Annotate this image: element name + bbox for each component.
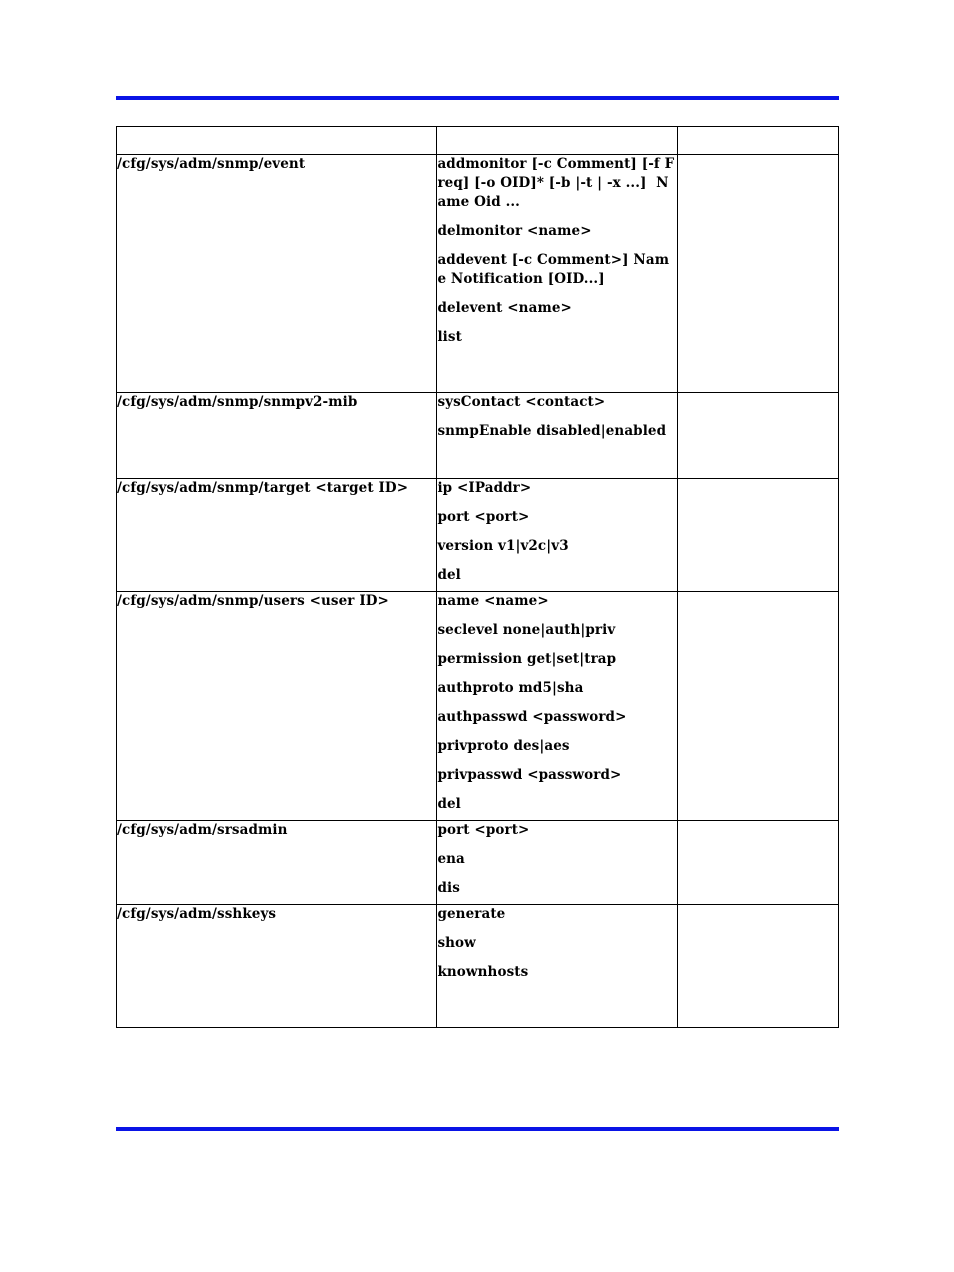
command-cell bbox=[437, 479, 677, 592]
header-command bbox=[437, 127, 677, 155]
command-text: privpasswd <password> bbox=[437, 767, 622, 783]
command-cell bbox=[437, 393, 677, 479]
command-text: del bbox=[437, 567, 461, 583]
command-text: port <port> bbox=[437, 509, 530, 525]
menu-path-cell: /cfg/sys/adm/snmp/snmpv2-mib bbox=[117, 393, 437, 479]
table-row bbox=[117, 479, 839, 592]
command-table bbox=[116, 126, 839, 1028]
command-text: port <port> bbox=[437, 822, 530, 838]
header-description bbox=[677, 127, 838, 155]
command-cell bbox=[437, 155, 677, 393]
command-text: ip <IPaddr> bbox=[437, 480, 532, 496]
table-row bbox=[117, 821, 839, 905]
table-row bbox=[117, 905, 839, 1028]
command-text: generate bbox=[437, 906, 506, 922]
command-text: knownhosts bbox=[437, 964, 529, 980]
footer-rule bbox=[116, 1127, 839, 1131]
command-text: delmonitor <name> bbox=[437, 223, 592, 239]
header-rule bbox=[116, 96, 839, 100]
command-text: version v1|v2c|v3 bbox=[437, 538, 569, 554]
description-cell bbox=[677, 479, 838, 592]
command-text: authpasswd <password> bbox=[437, 709, 627, 725]
command-text: sysContact <contact> bbox=[437, 394, 606, 410]
description-cell bbox=[677, 155, 838, 393]
description-cell bbox=[677, 393, 838, 479]
command-text: del bbox=[437, 796, 461, 812]
command-text: authproto md5|sha bbox=[437, 680, 584, 696]
command-text: addmonitor [-c Comment] [-f Freq] [-o OID]* [-b |-t | -x ...] Name Oid ... bbox=[437, 156, 675, 210]
header-menu-path bbox=[117, 127, 437, 155]
command-text: ena bbox=[437, 851, 465, 867]
menu-path-cell: /cfg/sys/adm/snmp/users <user ID> bbox=[117, 592, 437, 821]
command-text: dis bbox=[437, 880, 460, 896]
table-row bbox=[117, 393, 839, 479]
menu-path-cell: /cfg/sys/adm/snmp/target <target ID> bbox=[117, 479, 437, 592]
menu-path-cell: /cfg/sys/adm/sshkeys bbox=[117, 905, 437, 1028]
description-cell bbox=[677, 905, 838, 1028]
menu-path-cell: /cfg/sys/adm/srsadmin bbox=[117, 821, 437, 905]
command-text: addevent [-c Comment>] Name Notification [OID...] bbox=[437, 252, 670, 287]
command-cell bbox=[437, 592, 677, 821]
description-cell bbox=[677, 592, 838, 821]
command-text: permission get|set|trap bbox=[437, 651, 617, 667]
command-cell bbox=[437, 821, 677, 905]
table-row bbox=[117, 155, 839, 393]
command-text: delevent <name> bbox=[437, 300, 572, 316]
command-text: name <name> bbox=[437, 593, 549, 609]
command-cell bbox=[437, 905, 677, 1028]
command-text: show bbox=[437, 935, 476, 951]
command-text: list bbox=[437, 329, 462, 345]
menu-path-cell: /cfg/sys/adm/snmp/event bbox=[117, 155, 437, 393]
command-text: privproto des|aes bbox=[437, 738, 570, 754]
command-text: snmpEnable disabled|enabled bbox=[437, 423, 667, 439]
table-row bbox=[117, 592, 839, 821]
table-header-row bbox=[117, 127, 839, 155]
command-text: seclevel none|auth|priv bbox=[437, 622, 616, 638]
description-cell bbox=[677, 821, 838, 905]
